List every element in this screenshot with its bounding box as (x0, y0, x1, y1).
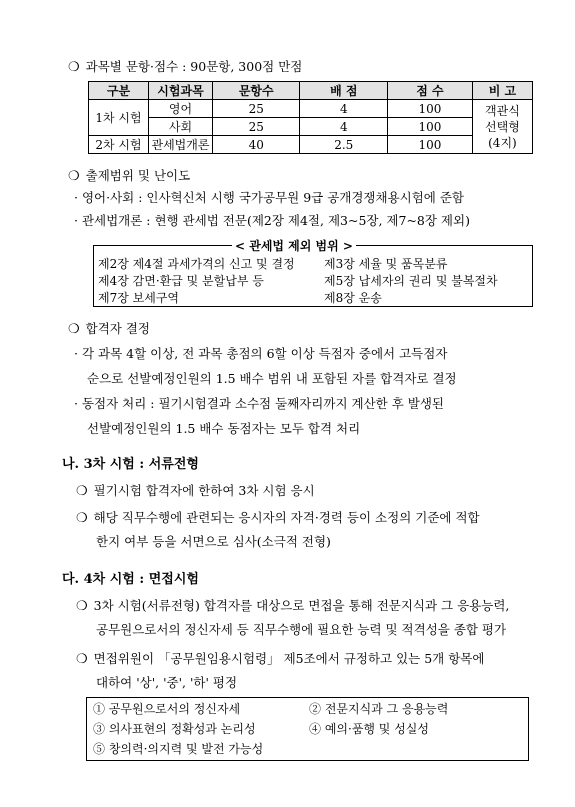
exclusion-item: 제7장 보세구역 (98, 291, 180, 305)
table-cell: 25 (212, 100, 300, 118)
section-b-heading (68, 167, 190, 186)
pass-rule-line: · 각 과목 4할 이상, 전 과목 총점의 6할 이상 득점자 중에서 고득점자 (74, 346, 448, 361)
circle-bullet-icon: ❍ (76, 484, 88, 499)
bullet-text: 필기시험 합격자에 한하여 3차 시험 응시 (93, 483, 315, 498)
table-cell: 2차 시험 (89, 136, 149, 154)
remarks-line: 객관식 (485, 103, 520, 118)
heading-text: 출제범위 및 난이도 (85, 168, 191, 183)
exclusion-box (93, 239, 533, 307)
table-header-cell: 비 고 (472, 82, 532, 100)
section-da-bullet (76, 650, 484, 669)
section-na-bullet (76, 482, 315, 501)
scope-item: · 영어·사회 : 인사혁신처 시행 국가공무원 9급 공개경쟁채용시험에 준함 (74, 190, 464, 205)
exclusion-item: 제3장 세율 및 품목분류 (324, 257, 448, 271)
table-row (89, 118, 533, 136)
table-header-cell: 점 수 (388, 82, 473, 100)
heading-text: 과목별 문항·점수 : 90문항, 300점 만점 (85, 59, 303, 74)
table-cell: 사회 (149, 118, 213, 136)
table-cell: 100 (388, 118, 473, 136)
criteria-item: ⑤ 창의력·의지력 및 발전 가능성 (93, 742, 264, 756)
criteria-item: ③ 의사표현의 정확성과 논리성 (93, 722, 256, 736)
subjects-table (88, 81, 533, 154)
criteria-item: ④ 예의·품행 및 성실성 (309, 722, 429, 736)
remarks-line: 선택형 (485, 119, 520, 134)
scope-item: · 관세법개론 : 현행 관세법 전문(제2장 제4절, 제3~5장, 제7~8장 제외) (74, 213, 470, 228)
bullet-continuation: 한지 여부 등을 서면으로 심사(소극적 전형) (96, 534, 331, 549)
pass-rule-line: · 동점자 처리 : 필기시험결과 소수점 둘째자리까지 계산한 후 발생된 (74, 396, 444, 411)
circle-bullet-icon: ❍ (76, 511, 88, 526)
table-header-cell: 문항수 (212, 82, 300, 100)
table-header-cell: 배 점 (300, 82, 388, 100)
pass-rule-line: 선발예정인원의 1.5 배수 동점자는 모두 합격 처리 (87, 421, 361, 436)
table-cell: 100 (388, 136, 473, 154)
exclusion-item: 제2장 제4절 과세가격의 신고 및 결정 (98, 257, 295, 271)
criteria-item: ① 공무원으로서의 정신자세 (93, 702, 241, 716)
criteria-item: ② 전문지식과 그 응용능력 (309, 702, 449, 716)
section-a-heading (68, 58, 302, 77)
bullet-text: 3차 시험(서류전형) 합격자를 대상으로 면접을 통해 전문지식과 그 응용능력, (93, 598, 510, 613)
bullet-text: 해당 직무수행에 관련되는 응시자의 자격·경력 등이 소정의 기준에 적합 (93, 510, 480, 525)
exclusion-item: 제8장 운송 (324, 291, 382, 305)
pass-rule-line: 순으로 선발예정인원의 1.5 배수 범위 내 포함된 자를 합격자로 결정 (87, 371, 457, 386)
table-cell: 4 (300, 100, 388, 118)
table-header-cell: 시험과목 (149, 82, 213, 100)
table-row (89, 136, 533, 154)
bullet-continuation: 공무원으로서의 정신자세 등 직무수행에 필요한 능력 및 적격성을 종합 평가 (96, 622, 507, 637)
circle-bullet-icon: ❍ (76, 599, 88, 614)
circle-bullet-icon: ❍ (76, 652, 88, 667)
table-cell: 2.5 (300, 136, 388, 154)
section-na-bullet (76, 509, 480, 528)
table-cell: 40 (212, 136, 300, 154)
bullet-continuation: 대하여 '상', '중', '하' 평정 (96, 675, 238, 690)
heading-text: 합격자 결정 (85, 321, 151, 336)
circle-bullet-icon: ❍ (68, 322, 80, 337)
remarks-line: (4지) (488, 135, 517, 150)
exclusion-box-title: < 관세법 제외 범위 > (232, 237, 356, 254)
circle-bullet-icon: ❍ (68, 169, 80, 184)
table-row (89, 100, 533, 118)
table-header-cell: 구분 (89, 82, 149, 100)
table-cell: 1차 시험 (89, 100, 149, 136)
section-na-title: 나. 3차 시험 : 서류전형 (62, 457, 199, 472)
section-da-bullet (76, 597, 509, 616)
table-cell: 4 (300, 118, 388, 136)
table-header-row (89, 82, 533, 100)
section-c-heading (68, 320, 150, 339)
exclusion-item: 제5장 납세자의 권리 및 불복절차 (324, 274, 498, 288)
table-cell: 100 (388, 100, 473, 118)
criteria-box (86, 697, 529, 761)
section-da-title: 다. 4차 시험 : 면접시험 (62, 572, 199, 587)
circle-bullet-icon: ❍ (68, 60, 80, 75)
exclusion-item: 제4장 감면·환급 및 분할납부 등 (98, 274, 264, 288)
table-cell: 25 (212, 118, 300, 136)
remarks-cell (472, 100, 532, 154)
table-cell: 영어 (149, 100, 213, 118)
table-cell: 관세법개론 (149, 136, 213, 154)
bullet-text: 면접위원이 「공무원임용시험령」 제5조에서 규정하고 있는 5개 항목에 (93, 651, 485, 666)
